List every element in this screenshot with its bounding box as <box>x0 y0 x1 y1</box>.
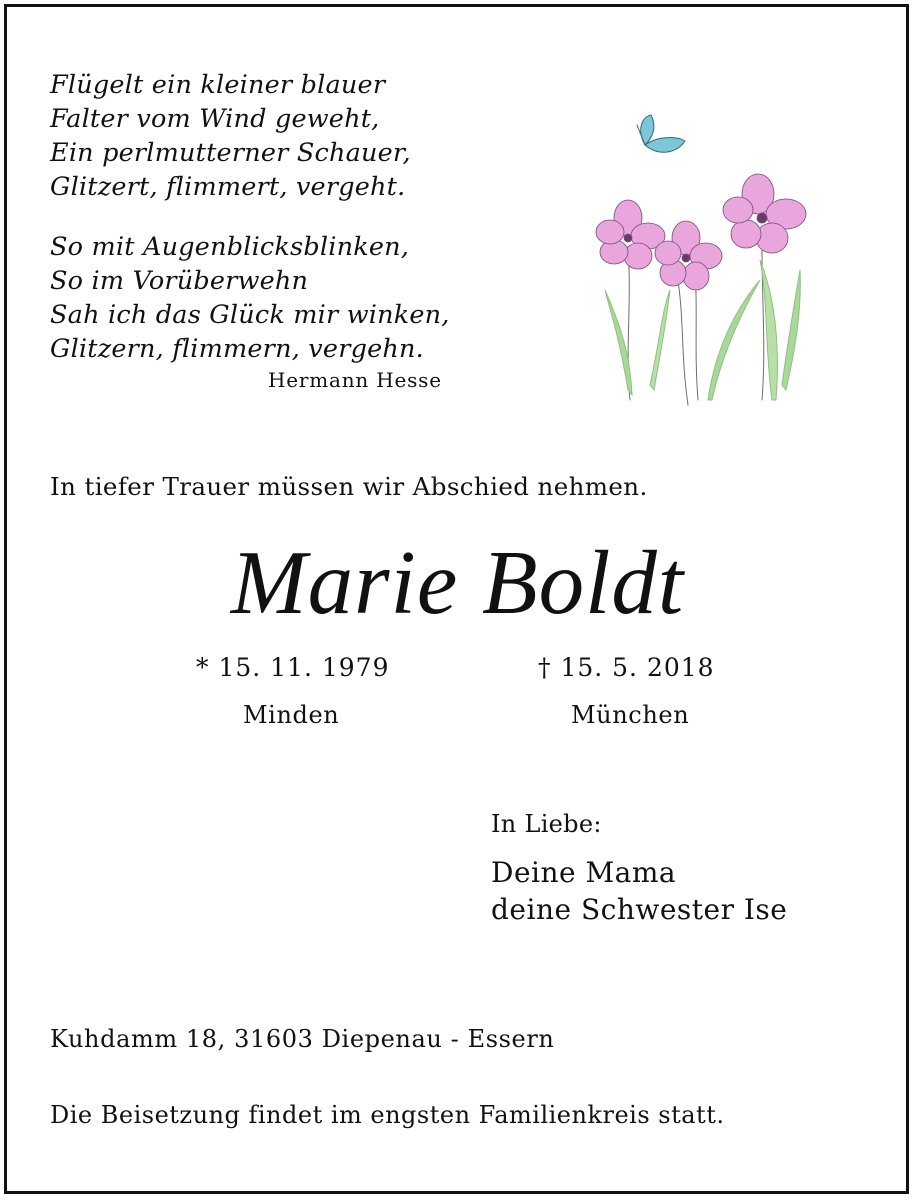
mourner-name: deine Schwester Ise <box>491 893 788 926</box>
address: Kuhdamm 18, 31603 Diepenau - Essern <box>50 1025 555 1053</box>
death-date: † 15. 5. 2018 <box>538 653 715 682</box>
poem-stanza-1 <box>50 68 411 204</box>
poem-stanza-2 <box>50 230 450 366</box>
birth-place: Minden <box>243 701 340 729</box>
intro-line: In tiefer Trauer müssen wir Abschied nehmen. <box>50 472 648 501</box>
deceased-name: Marie Boldt <box>230 532 685 633</box>
poem-line: Sah ich das Glück mir winken, <box>50 300 450 330</box>
poem-line: So im Vorüberwehn <box>50 266 309 296</box>
mourners-label: In Liebe: <box>491 810 602 838</box>
poem-line: Glitzert, flimmert, vergeht. <box>50 172 406 202</box>
poem-line: So mit Augenblicksblinken, <box>50 232 410 262</box>
poem-line: Glitzern, flimmern, vergehn. <box>50 334 424 364</box>
birth-date: * 15. 11. 1979 <box>196 653 390 682</box>
poem-line: Flügelt ein kleiner blauer <box>50 70 386 100</box>
mourner-name: Deine Mama <box>491 856 677 889</box>
poem-author: Hermann Hesse <box>268 368 442 392</box>
burial-note: Die Beisetzung findet im engsten Familienkreis statt. <box>50 1101 725 1129</box>
poem-line: Ein perlmutterner Schauer, <box>50 138 411 168</box>
death-place: München <box>571 701 690 729</box>
butterfly-and-flowers-icon <box>590 100 820 410</box>
poem-line: Falter vom Wind geweht, <box>50 104 380 134</box>
